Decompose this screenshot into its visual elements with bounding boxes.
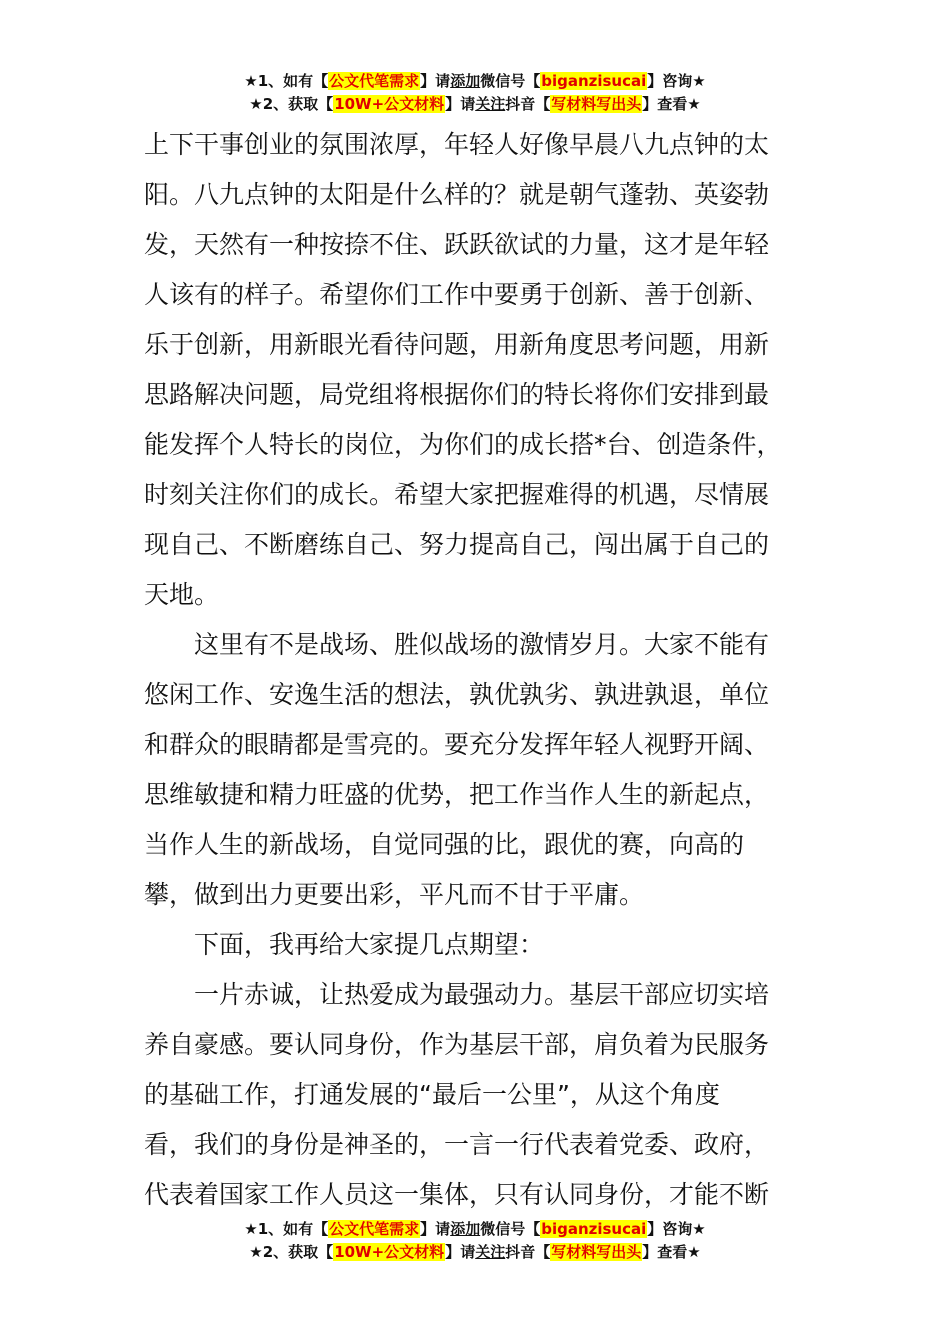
- banner-text: 】请: [445, 95, 476, 113]
- banner-text: 】查看★: [642, 1243, 701, 1261]
- document-body: [144, 120, 808, 1220]
- body-line: 时刻关注你们的成长。希望大家把握难得的机遇，尽情展: [144, 480, 770, 509]
- banner-text: 抖音【: [505, 95, 551, 113]
- body-line: 养自豪感。要认同身份，作为基层干部，肩负着为民服务: [144, 1030, 770, 1059]
- paragraph-first-line: 这里有不是战场、胜似战场的激情岁月。大家不能有: [194, 630, 770, 659]
- underlined-text: 关注: [475, 95, 506, 113]
- body-line: 悠闲工作、安逸生活的想法，孰优孰劣、孰进孰退，单位: [144, 680, 770, 709]
- banner-text: 微信号【: [480, 72, 541, 90]
- banner-line-2: [0, 93, 950, 116]
- body-line: 思维敏捷和精力旺盛的优势，把工作当作人生的新起点，: [144, 780, 770, 809]
- body-line: 天地。: [144, 580, 220, 609]
- body-line: 现自己、不断磨练自己、努力提高自己，闯出属于自己的: [144, 530, 770, 559]
- body-line: 攀，做到出力更要出彩，平凡而不甘于平庸。: [144, 880, 645, 909]
- body-line: 和群众的眼睛都是雪亮的。要充分发挥年轻人视野开阔、: [144, 730, 770, 759]
- banner-text: ★2、获取【: [249, 1243, 334, 1261]
- body-line: 代表着国家工作人员这一集体，只有认同身份，才能不断: [144, 1180, 770, 1209]
- banner-text: 】咨询★: [647, 72, 706, 90]
- paragraph-first-line: 一片赤诚，让热爱成为最强动力。基层干部应切实培: [194, 980, 770, 1009]
- body-line: 看，我们的身份是神圣的，一言一行代表着党委、政府，: [144, 1130, 770, 1159]
- banner-text: 】咨询★: [647, 1220, 706, 1238]
- wechat-id-highlight: biganzisucai: [541, 72, 647, 90]
- header-banner: [0, 70, 950, 116]
- wechat-id-highlight: biganzisucai: [541, 1220, 647, 1238]
- highlight-text: 10W+公文材料: [334, 1243, 445, 1261]
- underlined-text: 添加: [450, 72, 481, 90]
- body-line: 上下干事创业的氛围浓厚，年轻人好像早晨八九点钟的太: [144, 130, 770, 159]
- banner-text: ★2、获取【: [249, 95, 334, 113]
- body-line: 人该有的样子。希望你们工作中要勇于创新、善于创新、: [144, 280, 770, 309]
- highlight-text: 公文代笔需求: [329, 72, 420, 90]
- body-line: 的基础工作，打通发展的“最后一公里”，从这个角度: [144, 1080, 720, 1109]
- highlight-text: 10W+公文材料: [334, 95, 445, 113]
- banner-line-1: [0, 1218, 950, 1241]
- banner-text: 微信号【: [480, 1220, 541, 1238]
- footer-banner: [0, 1218, 950, 1264]
- body-line: 乐于创新，用新眼光看待问题，用新角度思考问题，用新: [144, 330, 770, 359]
- body-line: 阳。八九点钟的太阳是什么样的？就是朝气蓬勃、英姿勃: [144, 180, 770, 209]
- underlined-text: 关注: [475, 1243, 506, 1261]
- banner-line-2: [0, 1241, 950, 1264]
- douyin-account-highlight: 写材料写出头: [551, 95, 642, 113]
- banner-text: 】请: [420, 1220, 451, 1238]
- underlined-text: 添加: [450, 1220, 481, 1238]
- banner-text: ★1、如有【: [244, 1220, 329, 1238]
- paragraph-first-line: 下面，我再给大家提几点期望：: [194, 930, 545, 959]
- highlight-text: 公文代笔需求: [329, 1220, 420, 1238]
- banner-line-1: [0, 70, 950, 93]
- banner-text: 】请: [420, 72, 451, 90]
- banner-text: 】查看★: [642, 95, 701, 113]
- body-line: 当作人生的新战场，自觉同强的比，跟优的赛，向高的: [144, 830, 745, 859]
- body-line: 发，天然有一种按捺不住、跃跃欲试的力量，这才是年轻: [144, 230, 770, 259]
- body-line: 能发挥个人特长的岗位，为你们的成长搭*台、创造条件，: [144, 430, 782, 459]
- banner-text: ★1、如有【: [244, 72, 329, 90]
- banner-text: 抖音【: [505, 1243, 551, 1261]
- body-line: 思路解决问题，局党组将根据你们的特长将你们安排到最: [144, 380, 770, 409]
- banner-text: 】请: [445, 1243, 476, 1261]
- douyin-account-highlight: 写材料写出头: [551, 1243, 642, 1261]
